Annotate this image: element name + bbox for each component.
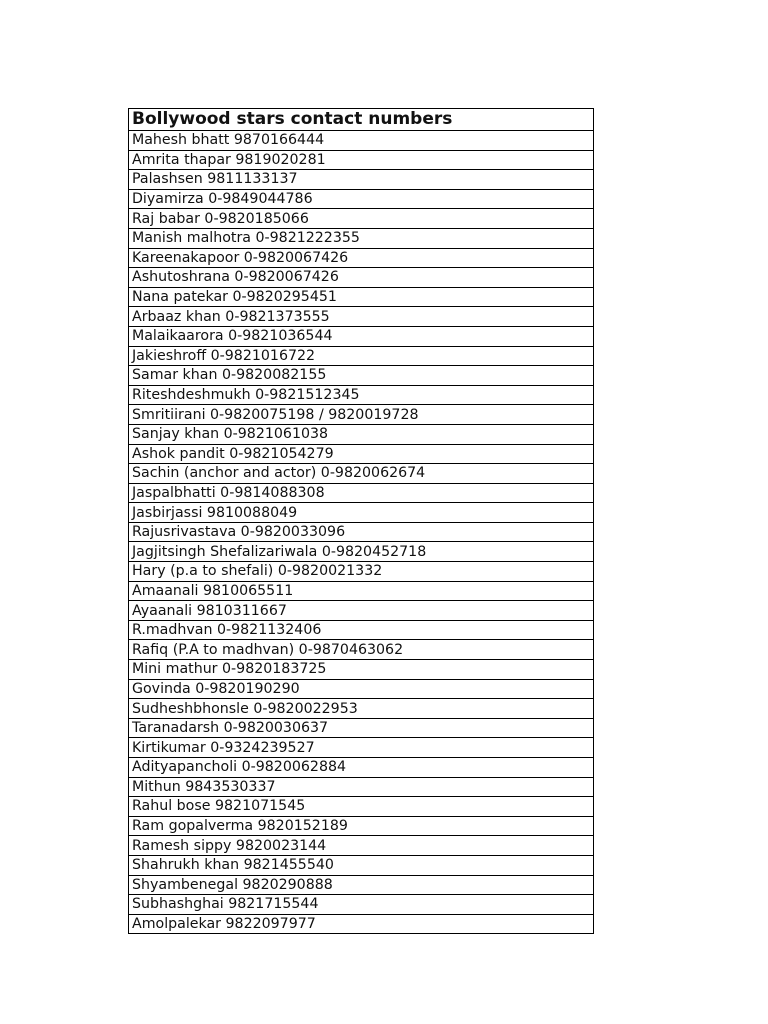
contact-entry: Mahesh bhatt 9870166444 xyxy=(129,131,594,151)
contact-entry: Jagjitsingh Shefalizariwala 0-9820452718 xyxy=(129,542,594,562)
contact-entry: Subhashghai 9821715544 xyxy=(129,895,594,915)
table-row xyxy=(129,366,594,386)
contact-entry: Manish malhotra 0-9821222355 xyxy=(129,228,594,248)
header-row xyxy=(129,109,594,131)
table-row xyxy=(129,150,594,170)
contact-entry: Ashok pandit 0-9821054279 xyxy=(129,444,594,464)
contact-entry: Malaikaarora 0-9821036544 xyxy=(129,326,594,346)
table-row xyxy=(129,385,594,405)
table-row xyxy=(129,562,594,582)
contact-entry: Hary (p.a to shefali) 0-9820021332 xyxy=(129,562,594,582)
contact-entry: Palashsen 9811133137 xyxy=(129,170,594,190)
table-row xyxy=(129,699,594,719)
table-row xyxy=(129,189,594,209)
table-row xyxy=(129,444,594,464)
table-row xyxy=(129,914,594,934)
table-row xyxy=(129,307,594,327)
contact-entry: Ram gopalverma 9820152189 xyxy=(129,816,594,836)
contact-entry: Sachin (anchor and actor) 0-9820062674 xyxy=(129,464,594,484)
contact-entry: Kareenakapoor 0-9820067426 xyxy=(129,248,594,268)
contact-entry: Ashutoshrana 0-9820067426 xyxy=(129,268,594,288)
table-row xyxy=(129,542,594,562)
table-row xyxy=(129,483,594,503)
table-row xyxy=(129,758,594,778)
contact-entry: Rafiq (P.A to madhvan) 0-9870463062 xyxy=(129,640,594,660)
table-row xyxy=(129,326,594,346)
table-row xyxy=(129,522,594,542)
table-row xyxy=(129,777,594,797)
contact-entry: Kirtikumar 0-9324239527 xyxy=(129,738,594,758)
table-row xyxy=(129,581,594,601)
contact-entry: Mithun 9843530337 xyxy=(129,777,594,797)
table-row xyxy=(129,346,594,366)
contact-entry: Govinda 0-9820190290 xyxy=(129,679,594,699)
table-row xyxy=(129,718,594,738)
contact-entry: Sanjay khan 0-9821061038 xyxy=(129,424,594,444)
contact-entry: Amolpalekar 9822097977 xyxy=(129,914,594,934)
contact-entry: Adityapancholi 0-9820062884 xyxy=(129,758,594,778)
table-row xyxy=(129,287,594,307)
contact-entry: Amaanali 9810065511 xyxy=(129,581,594,601)
contact-entry: Nana patekar 0-9820295451 xyxy=(129,287,594,307)
table-row xyxy=(129,895,594,915)
table-row xyxy=(129,464,594,484)
table-row xyxy=(129,503,594,523)
table-row xyxy=(129,640,594,660)
contact-entry: Amrita thapar 9819020281 xyxy=(129,150,594,170)
table-title: Bollywood stars contact numbers xyxy=(129,109,594,131)
table-row xyxy=(129,209,594,229)
contact-entry: Jasbirjassi 9810088049 xyxy=(129,503,594,523)
table-row xyxy=(129,797,594,817)
table-row xyxy=(129,875,594,895)
table-row xyxy=(129,738,594,758)
table-row xyxy=(129,131,594,151)
contact-entry: Smritiirani 0-9820075198 / 9820019728 xyxy=(129,405,594,425)
table-row xyxy=(129,405,594,425)
contacts-table xyxy=(128,108,594,934)
contact-entry: Taranadarsh 0-9820030637 xyxy=(129,718,594,738)
contact-entry: Rajusrivastava 0-9820033096 xyxy=(129,522,594,542)
contact-entry: Shahrukh khan 9821455540 xyxy=(129,855,594,875)
table-row xyxy=(129,620,594,640)
contact-entry: Arbaaz khan 0-9821373555 xyxy=(129,307,594,327)
table-row xyxy=(129,836,594,856)
contact-entry: Shyambenegal 9820290888 xyxy=(129,875,594,895)
contact-entry: Riteshdeshmukh 0-9821512345 xyxy=(129,385,594,405)
contacts-table-body xyxy=(129,109,594,934)
contact-entry: Jakieshroff 0-9821016722 xyxy=(129,346,594,366)
table-row xyxy=(129,855,594,875)
contact-entry: Sudheshbhonsle 0-9820022953 xyxy=(129,699,594,719)
table-row xyxy=(129,816,594,836)
table-row xyxy=(129,228,594,248)
table-row xyxy=(129,424,594,444)
table-row xyxy=(129,601,594,621)
contact-entry: Mini mathur 0-9820183725 xyxy=(129,660,594,680)
table-row xyxy=(129,660,594,680)
contact-entry: R.madhvan 0-9821132406 xyxy=(129,620,594,640)
contact-entry: Ayaanali 9810311667 xyxy=(129,601,594,621)
table-row xyxy=(129,248,594,268)
contact-entry: Raj babar 0-9820185066 xyxy=(129,209,594,229)
table-row xyxy=(129,268,594,288)
contact-entry: Rahul bose 9821071545 xyxy=(129,797,594,817)
contact-entry: Ramesh sippy 9820023144 xyxy=(129,836,594,856)
contact-entry: Jaspalbhatti 0-9814088308 xyxy=(129,483,594,503)
table-row xyxy=(129,679,594,699)
contact-entry: Samar khan 0-9820082155 xyxy=(129,366,594,386)
contact-entry: Diyamirza 0-9849044786 xyxy=(129,189,594,209)
table-row xyxy=(129,170,594,190)
